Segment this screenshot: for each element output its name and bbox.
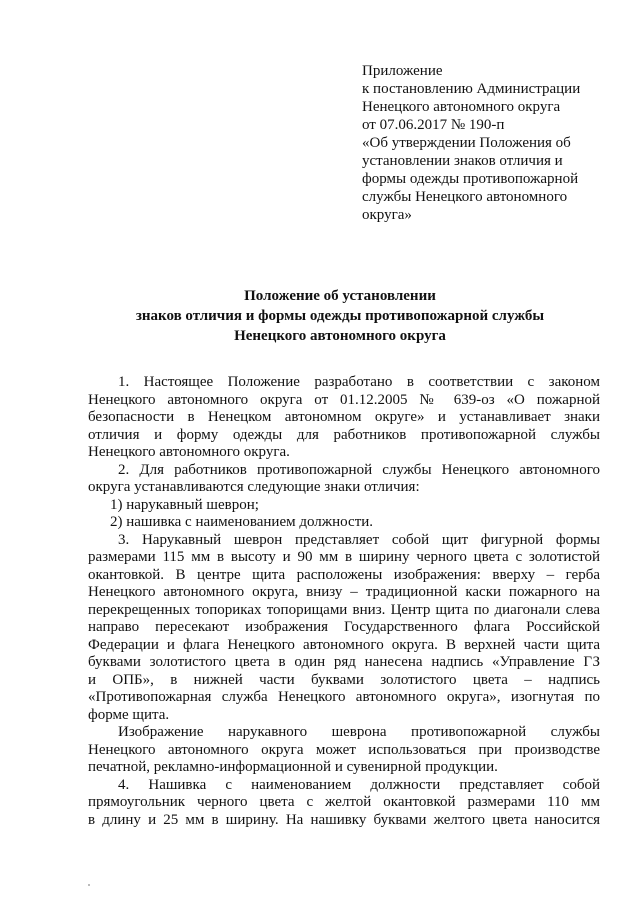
body-line: буквами золотистого цвета в один ряд нанесена надпись «Управление ГЗ [88, 654, 600, 670]
body-line: 1) нарукавный шеврон; [110, 496, 259, 513]
body-line: Ненецкого автономного округа от 01.12.2005 № 639-оз «О пожарной [88, 391, 600, 408]
appendix-line: «Об утверждении Положения об [362, 135, 571, 151]
body-line: печатной, рекламно-информационной и сувенирной продукции. [88, 759, 498, 775]
scan-speck [88, 884, 90, 886]
body-line: 2) нашивка с наименованием должности. [110, 514, 374, 530]
title-line: знаков отличия и формы одежды противопожарной службы [135, 308, 545, 324]
body-line: в длину и 25 мм в ширину. На нашивку буквами желтого цвета наносится [88, 811, 600, 828]
appendix-line: службы Ненецкого автономного [362, 189, 568, 205]
body-line: окантовкой. В центре щита расположены изображения: вверху – герба [88, 566, 600, 583]
appendix-line: Приложение [362, 63, 443, 79]
appendix-line: к постановлению Администрации [362, 81, 581, 97]
body-line: «Противопожарная служба Ненецкого автономного округа», изогнутая по [88, 689, 600, 705]
body-line: форме щита. [88, 706, 170, 723]
body-line: Изображение нарукавного шеврона противопожарной службы [118, 724, 600, 740]
title-line: Ненецкого автономного округа [234, 328, 446, 344]
body-line: направо пересекают изображения Государственного флага Российской [88, 619, 600, 635]
body-line: прямоугольник черного цвета с желтой окантовкой размерами 110 мм [88, 794, 600, 810]
body-line: отличия и форму одежды для работников противопожарной службы [88, 426, 600, 443]
body-line: Ненецкого автономного округа может использоваться при производстве [88, 741, 600, 758]
body-line: и ОПБ», в нижней части буквами золотистого цвета – надпись [88, 671, 600, 688]
body-line: Ненецкого автономного округа, внизу – традиционной каски пожарного на [88, 584, 600, 600]
body-line: перекрещенных топориках топорищами вниз. Центр щита по диагонали слева [88, 601, 600, 618]
body-line: округа устанавливаются следующие знаки отличия: [88, 479, 420, 495]
body-line: безопасности в Ненецком автономном округе» и устанавливает знаки [88, 409, 600, 425]
title-line: Положение об установлении [244, 288, 436, 304]
body-line: 3. Нарукавный шеврон представляет собой щит фигурной формы [118, 531, 600, 548]
body-line: 4. Нашивка с наименованием должности представляет собой [118, 776, 600, 793]
appendix-line: формы одежды противопожарной [362, 171, 579, 187]
body-line: 1. Настоящее Положение разработано в соответствии с законом [118, 374, 600, 390]
appendix-line: Ненецкого автономного округа [362, 99, 561, 115]
document-title [60, 286, 620, 346]
body-line: 2. Для работников противопожарной службы Ненецкого автономного [118, 461, 600, 478]
body-line: размерами 115 мм в высоту и 90 мм в ширину черного цвета с золотистой [88, 549, 600, 565]
body-line: Ненецкого автономного округа. [88, 444, 290, 460]
body-line: Федерации и флага Ненецкого автономного округа. В верхней части щита [88, 636, 600, 653]
appendix-line: установлении знаков отличия и [362, 153, 563, 169]
appendix-line: от 07.06.2017 № 190-п [362, 117, 505, 133]
document-body [88, 374, 600, 829]
appendix-line: округа» [362, 207, 412, 223]
appendix-header [362, 62, 612, 224]
